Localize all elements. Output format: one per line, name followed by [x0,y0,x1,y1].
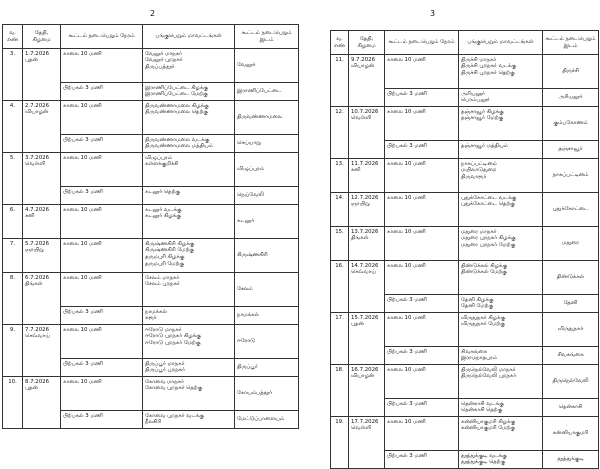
date-cell [349,261,385,313]
time-cell: காலை 10 மணி [61,49,143,83]
date-text: 8.7.2026 [25,378,50,385]
serial-number-cell: 3. [3,49,23,101]
header-cell: கூட்டம் நடைபெறும் இடம் [235,25,299,49]
districts-cell [143,325,235,359]
date-text: 3.7.2026 [25,154,50,161]
date-text: 7.7.2026 [25,326,50,333]
header-cell: வ. எண் [3,25,23,49]
time-cell: காலை 10 மணி [385,55,459,89]
district-name: புதுக்கோட்டை தெற்கு [461,201,515,208]
venue-cell: செய்யாறு [235,135,299,153]
day-text: திங்கள் [351,235,369,242]
district-name: திருவாரூர் [461,174,487,180]
district-name: மதுரை புறநகர் மேற்கு [461,242,516,248]
date-text: 14.7.2026 [351,262,379,269]
district-name: திருப்பத்தூர் [145,64,175,70]
district-name: தஞ்சாவூர் மேற்கு [461,115,504,122]
date-cell [23,205,61,239]
header-cell: கூட்டம் நடைபெறும் நேரம் [385,31,459,55]
date-text: 11.7.2026 [351,160,379,167]
districts-cell [143,411,235,429]
venue-cell: தஞ்சாவூர் [543,141,599,159]
venue-cell: தூத்துக்குடி [543,451,599,469]
districts-cell [459,55,543,89]
time-cell: பிற்பகல் 3 மணி [61,411,143,429]
district-name: கோவை புறநகர் தெற்கு [145,385,203,392]
serial-number-cell: 4. [3,101,23,153]
district-name: தேனி கிழக்கு [461,296,494,303]
serial-number-cell: 8. [3,273,23,325]
header-cell: கூட்டம் நடைபெறும் நேரம் [61,25,143,49]
district-name: அரியலூர் [461,90,485,97]
district-name: மதுரை மாநகர் [461,228,497,235]
time-cell: பிற்பகல் 3 மணி [61,83,143,101]
day-text: ஞாயிறு [351,201,370,208]
venue-cell: இராணிப்பேட்டை [235,83,299,101]
districts-cell [459,227,543,261]
venue-cell: மேட்டுப்பாளையம் [235,411,299,429]
district-name: நீலகிரி [145,419,162,426]
table-row [331,313,599,347]
time-cell: பிற்பகல் 3 மணி [61,307,143,325]
table-body [331,55,599,469]
date-text: 1.7.2026 [25,50,50,57]
venue-cell: நாகப்பட்டினம் [543,159,599,193]
table-row [3,273,299,307]
district-name: திருவண்ணாமலை தெற்கு [145,109,208,116]
table-row [331,159,599,193]
district-name: திண்டுக்கல் கிழக்கு [461,262,508,269]
district-name: திருப்பூர் மாநகர் [145,360,185,367]
districts-cell [143,205,235,239]
district-name: தருமபுரி மேற்கு [145,260,185,267]
district-name: ஈரோடு புறநகர் மேற்கு [145,340,201,346]
serial-number-cell: 6. [3,205,23,239]
date-text: 10.7.2026 [351,108,379,115]
time-cell: காலை 10 மணி [61,325,143,359]
date-text: 15.7.2026 [351,314,379,321]
district-name: தூத்துக்குடி தெற்கு [461,459,506,466]
date-cell [349,55,385,107]
districts-cell [459,417,543,451]
district-name: விழுப்புரம் [145,154,173,161]
district-name: கன்னியாகுமரி மேற்கு [461,425,515,432]
table-row [331,55,599,89]
district-name: தருமபுரி கிழக்கு [145,254,185,260]
district-name: கோவை மாநகர் [145,378,184,385]
time-cell: காலை 10 மணி [61,205,143,239]
table-row [3,153,299,187]
date-text: 13.7.2026 [351,228,379,235]
time-cell: பிற்பகல் 3 மணி [385,451,459,469]
district-name: கரூர் [145,315,157,322]
district-name: திருச்சி மாநகர் [461,56,497,63]
date-cell [23,377,61,429]
venue-cell: திருப்பூர் [235,359,299,377]
district-name: திருச்சி புறநகர் தெற்கு [461,70,515,76]
district-name: நாமக்கல் [145,308,167,315]
time-cell: காலை 10 மணி [61,273,143,307]
date-cell [23,273,61,325]
date-cell [23,101,61,153]
venue-cell: திருநெல்வேலி [543,365,599,399]
date-text: 5.7.2026 [25,240,50,247]
table-row [3,325,299,359]
district-name: திருநெல்வேலி புறநகர் [461,373,517,380]
table-row [3,377,299,411]
district-name: கடலூர் வடக்கு [145,206,182,213]
table-row [331,365,599,399]
districts-cell [143,273,235,307]
serial-number-cell: 16. [331,261,349,313]
districts-cell [459,159,543,193]
header-cell: தேதி, கிழமை [23,25,61,49]
table-row [3,49,299,83]
date-text: 4.7.2026 [25,206,50,213]
district-name: இராணிப்பேட்டை மேற்கு [145,91,208,98]
district-name: கிருஷ்ணகிரி மேற்கு [145,247,194,254]
venue-cell: தேனி [543,295,599,313]
venue-cell: கோயம்பத்தூர் [235,377,299,411]
day-text: திங்கள் [25,281,43,288]
date-text: 6.7.2026 [25,274,50,281]
day-text: புதன் [25,385,38,392]
time-cell: காலை 10 மணி [385,365,459,399]
serial-number-cell: 9. [3,325,23,377]
district-name: நாகப்பட்டினம் [461,160,497,167]
district-name: திருப்பூர் புறநகர் [145,367,185,374]
day-text: வெள்ளி [25,161,46,168]
venue-cell: ஈரோடு [235,325,299,359]
day-text: வியாழன் [25,109,49,116]
district-name: சேலம் புறநகர் [145,281,180,288]
time-cell: காலை 10 மணி [385,417,459,451]
district-name: திருவண்ணாமலை வடக்கு [145,136,210,143]
table-row [331,107,599,141]
districts-cell [143,307,235,325]
time-cell: காலை 10 மணி [385,159,459,193]
serial-number-cell: 7. [3,239,23,273]
district-name: திருநெல்வேலி மாநகர் [461,366,516,373]
district-name: திண்டுக்கல் மேற்கு [461,269,507,276]
districts-cell [143,83,235,101]
districts-cell [143,135,235,153]
district-name: சேலம் மாநகர் [145,274,180,281]
page-number: 3 [430,9,436,18]
date-cell [349,417,385,469]
district-name: தூத்துக்குடி வடக்கு [461,452,507,459]
serial-number-cell: 18. [331,365,349,417]
serial-number-cell: 12. [331,107,349,159]
time-cell: பிற்பகல் 3 மணி [385,295,459,313]
serial-number-cell: 13. [331,159,349,193]
page-number: 2 [150,9,156,18]
districts-cell [459,193,543,227]
date-cell [349,159,385,193]
date-text: 12.7.2026 [351,194,379,201]
district-name: வேலூர் புறநகர் [145,57,183,64]
venue-cell: சேலம் [235,273,299,307]
district-name: ஈரோடு புறநகர் கிழக்கு [145,333,201,340]
districts-cell [143,359,235,377]
districts-cell [459,365,543,399]
time-cell: பிற்பகல் 3 மணி [385,347,459,365]
district-name: பெரம்பலூர் [461,97,490,104]
date-text: 2.7.2026 [25,102,50,109]
district-name: கடலூர் தெற்கு [145,188,180,195]
venue-cell: புதுக்கோட்டை [543,193,599,227]
time-cell: பிற்பகல் 3 மணி [385,399,459,417]
serial-number-cell: 10. [3,377,23,429]
district-name: தஞ்சாவூர் மத்தியம் [461,142,508,149]
serial-number-cell: 15. [331,227,349,261]
venue-cell: கிருஷ்ணகிரி [235,239,299,273]
venue-cell: நெய்வேலி [235,187,299,205]
day-text: வெள்ளி [351,115,372,122]
venue-cell: விருதுநகர் [543,313,599,347]
venue-cell: கும்பகோணம் [543,107,599,141]
districts-cell [143,153,235,187]
time-cell: காலை 10 மணி [385,227,459,261]
district-name: சிவகங்கை [461,348,488,355]
venue-cell: கடலூர் [235,205,299,239]
districts-cell [143,377,235,411]
venue-cell: மதுரை [543,227,599,261]
venue-cell: தென்காசி [543,399,599,417]
districts-cell [459,261,543,295]
venue-cell: திருச்சி [543,55,599,89]
table-header-row [3,25,299,49]
venue-cell: அரியலூர் [543,89,599,107]
day-text: வியாழன் [351,63,375,70]
district-name: திருவண்ணாமலை கிழக்கு [145,102,209,109]
district-name: திருவண்ணாமலை மத்தியம் [145,143,213,150]
time-cell: காலை 10 மணி [385,193,459,227]
district-name: ஈரோடு மாநகர் [145,326,182,333]
time-cell: காலை 10 மணி [61,377,143,411]
districts-cell [459,347,543,365]
venue-cell: வேலூர் [235,49,299,83]
time-cell: பிற்பகல் 3 மணி [385,89,459,107]
day-text: புதன் [351,321,364,328]
district-name: கோவை புறநகர் வடக்கு [145,412,204,419]
date-text: 16.7.2026 [351,366,379,373]
header-cell: வ. எண் [331,31,349,55]
district-name: தஞ்சாவூர் கிழக்கு [461,108,504,115]
venue-cell: சிவகங்கை [543,347,599,365]
date-cell [23,153,61,205]
time-cell: பிற்பகல் 3 மணி [61,187,143,205]
district-name: விருதுநகர் கிழக்கு [461,314,506,321]
schedule-table [330,30,599,469]
district-name: தென்காசி வடக்கு [461,400,504,407]
day-text: வெள்ளி [351,425,372,432]
day-text: வியாழன் [351,373,375,380]
district-name: இராமநாதபுரம் [461,355,498,362]
day-text: சனி [351,167,361,174]
date-cell [349,193,385,227]
districts-cell [459,107,543,141]
day-text: செவ்வாய் [25,333,50,340]
date-cell [349,107,385,159]
district-name: இராணிப்பேட்டை கிழக்கு [145,84,209,91]
time-cell: காலை 10 மணி [385,313,459,347]
date-cell [23,239,61,273]
district-name: கடலூர் கிழக்கு [145,213,181,220]
time-cell: காலை 10 மணி [61,101,143,135]
time-cell: பிற்பகல் 3 மணி [61,359,143,377]
time-cell: பிற்பகல் 3 மணி [61,135,143,153]
day-text: செவ்வாய் [351,269,376,276]
district-name: விருதுநகர் மேற்கு [461,321,505,328]
time-cell: காலை 10 மணி [385,107,459,141]
date-text: 9.7.2026 [351,56,376,63]
districts-cell [143,239,235,273]
time-cell: காலை 10 மணி [61,239,143,273]
time-cell: காலை 10 மணி [61,153,143,187]
serial-number-cell: 19. [331,417,349,469]
serial-number-cell: 5. [3,153,23,205]
district-name: வேலூர் மாநகர் [145,50,182,57]
table-row [331,261,599,295]
date-cell [23,325,61,377]
districts-cell [459,313,543,347]
header-cell: தேதி, கிழமை [349,31,385,55]
districts-cell [459,295,543,313]
header-cell: பங்குபெறும் மாவட்டங்கள் [459,31,543,55]
day-text: புதன் [25,57,38,64]
district-name: கள்ளக்குறிச்சி [145,161,179,168]
time-cell: காலை 10 மணி [385,261,459,295]
districts-cell [143,101,235,135]
districts-cell [459,89,543,107]
serial-number-cell: 14. [331,193,349,227]
venue-cell: கன்னியாகுமரி [543,417,599,451]
table-header-row [331,31,599,55]
table-row [3,239,299,273]
venue-cell: நாமக்கல் [235,307,299,325]
header-cell: கூட்டம் நடைபெறும் இடம் [543,31,599,55]
schedule-table [2,24,299,429]
table-row [331,227,599,261]
date-cell [349,227,385,261]
serial-number-cell: 17. [331,313,349,365]
table-row [331,193,599,227]
date-cell [349,365,385,417]
venue-cell: திருவண்ணாமலை [235,101,299,135]
district-name: மயிலாடுதுறை [461,167,497,174]
header-cell: பங்குபெறும் மாவட்டங்கள் [143,25,235,49]
day-text: சனி [25,213,35,220]
table-body [3,49,299,429]
venue-cell: திண்டுக்கல் [543,261,599,295]
district-name: மதுரை புறநகர் கிழக்கு [461,235,516,242]
districts-cell [143,187,235,205]
date-text: 17.7.2026 [351,418,379,425]
time-cell: பிற்பகல் 3 மணி [385,141,459,159]
district-name: கன்னியாகுமரி கிழக்கு [461,418,516,425]
date-cell [349,313,385,365]
day-text: ஞாயிறு [25,247,44,254]
district-name: தேனி மேற்கு [461,303,494,310]
date-cell [23,49,61,101]
venue-cell: விழுப்புரம் [235,153,299,187]
district-name: திருச்சி புறநகர் வடக்கு [461,63,517,70]
serial-number-cell: 11. [331,55,349,107]
table-row [3,205,299,239]
district-name: புதுக்கோட்டை வடக்கு [461,194,517,201]
district-name: தென்காசி தெற்கு [461,407,503,414]
districts-cell [143,49,235,83]
table-row [331,417,599,451]
table-row [3,101,299,135]
district-name: கிருஷ்ணகிரி கிழக்கு [145,240,195,247]
districts-cell [459,141,543,159]
districts-cell [459,399,543,417]
